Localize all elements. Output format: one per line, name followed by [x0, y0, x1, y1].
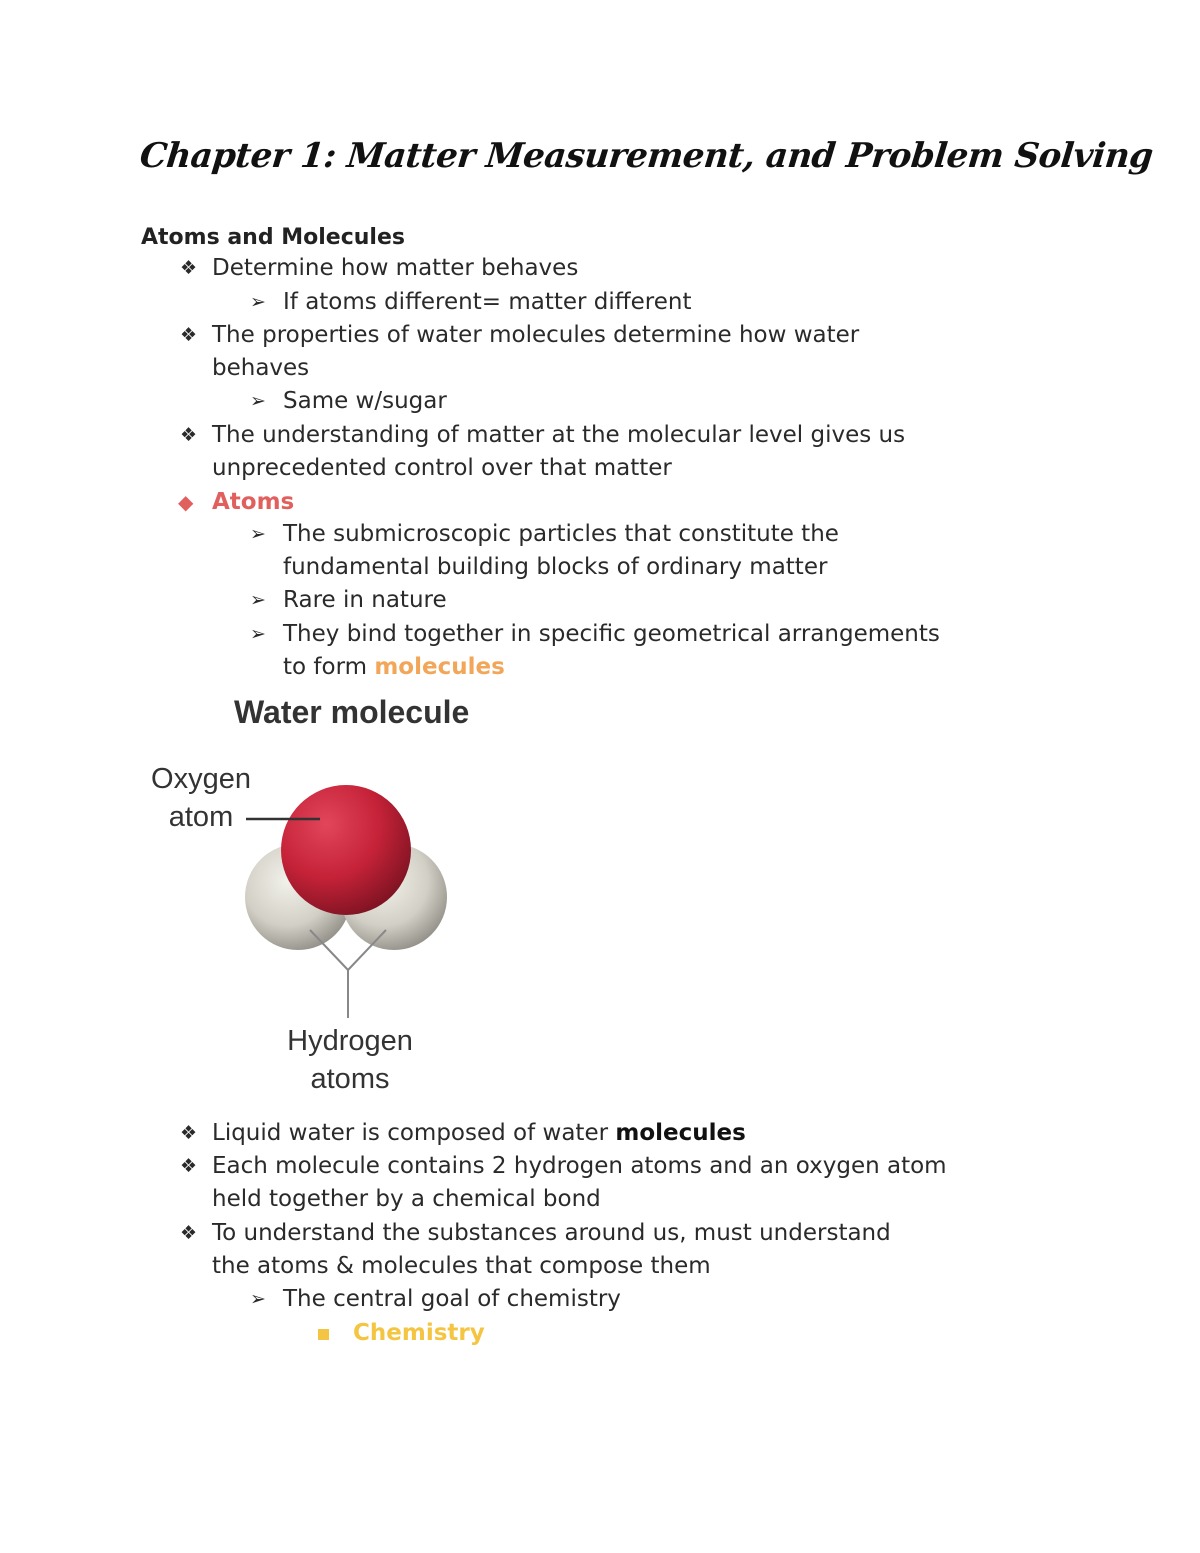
text-fragment: Liquid water is composed of water	[212, 1120, 616, 1146]
hydrogen-label-line2: atoms	[310, 1063, 390, 1095]
list-item-continued: the atoms & molecules that compose them	[212, 1253, 711, 1279]
diamond-bullet-icon: ❖	[180, 1122, 198, 1144]
oxygen-label-line1: Oxygen	[151, 763, 251, 795]
hydrogen-atom-right	[341, 844, 447, 950]
oxygen-label	[148, 760, 254, 836]
arrow-bullet-icon: ➢	[250, 1288, 266, 1310]
arrow-bullet-icon: ➢	[250, 623, 266, 645]
list-item: Each molecule contains 2 hydrogen atoms and an oxygen atom	[212, 1153, 947, 1179]
diamond-bullet-icon: ❖	[180, 324, 198, 346]
square-bullet-icon	[318, 1329, 329, 1340]
list-item: They bind together in specific geometrical arrangements	[283, 621, 940, 647]
arrow-bullet-icon: ➢	[250, 390, 266, 412]
list-item: To understand the substances around us, must understand	[212, 1220, 891, 1246]
molecules-bold: molecules	[615, 1120, 746, 1146]
text-fragment: to form	[283, 654, 375, 680]
list-item-continued: behaves	[212, 355, 310, 381]
section-heading: Atoms and Molecules	[141, 225, 405, 250]
diamond-bullet-icon: ❖	[180, 257, 198, 279]
list-item: The central goal of chemistry	[283, 1286, 621, 1312]
list-item	[212, 1117, 746, 1150]
solid-diamond-icon: ◆	[178, 490, 194, 514]
hydrogen-label	[280, 1022, 420, 1098]
list-item-continued: held together by a chemical bond	[212, 1186, 601, 1212]
arrow-bullet-icon: ➢	[250, 589, 266, 611]
diamond-bullet-icon: ❖	[180, 1222, 198, 1244]
list-item-continued: fundamental building blocks of ordinary matter	[283, 554, 828, 580]
page-title: Chapter 1: Matter Measurement, and Problem Solving	[137, 136, 1155, 176]
hydrogen-label-line1: Hydrogen	[287, 1025, 413, 1057]
list-item-continued	[283, 651, 505, 684]
arrow-bullet-icon: ➢	[250, 523, 266, 545]
oxygen-atom	[281, 785, 411, 915]
list-item: The properties of water molecules determine how water	[212, 322, 860, 348]
figure-title: Water molecule	[234, 694, 470, 730]
diamond-bullet-icon: ❖	[180, 1155, 198, 1177]
list-item: The submicroscopic particles that constitute the	[283, 521, 839, 547]
list-item: Rare in nature	[283, 587, 447, 613]
chemistry-highlight: Chemistry	[353, 1320, 485, 1346]
molecules-highlight: molecules	[374, 654, 505, 680]
list-item: The understanding of matter at the molecular level gives us	[212, 422, 906, 448]
list-item: Determine how matter behaves	[212, 255, 579, 281]
list-item-continued: unprecedented control over that matter	[212, 455, 672, 481]
atoms-heading: Atoms	[212, 489, 295, 515]
list-item: If atoms different= matter different	[283, 289, 692, 315]
oxygen-label-line2: atom	[168, 801, 234, 833]
hydrogen-atom-left	[245, 844, 351, 950]
diamond-bullet-icon: ❖	[180, 424, 198, 446]
arrow-bullet-icon: ➢	[250, 291, 266, 313]
hydrogen-pointer-fork	[310, 930, 386, 970]
list-item: Same w/sugar	[283, 388, 447, 414]
